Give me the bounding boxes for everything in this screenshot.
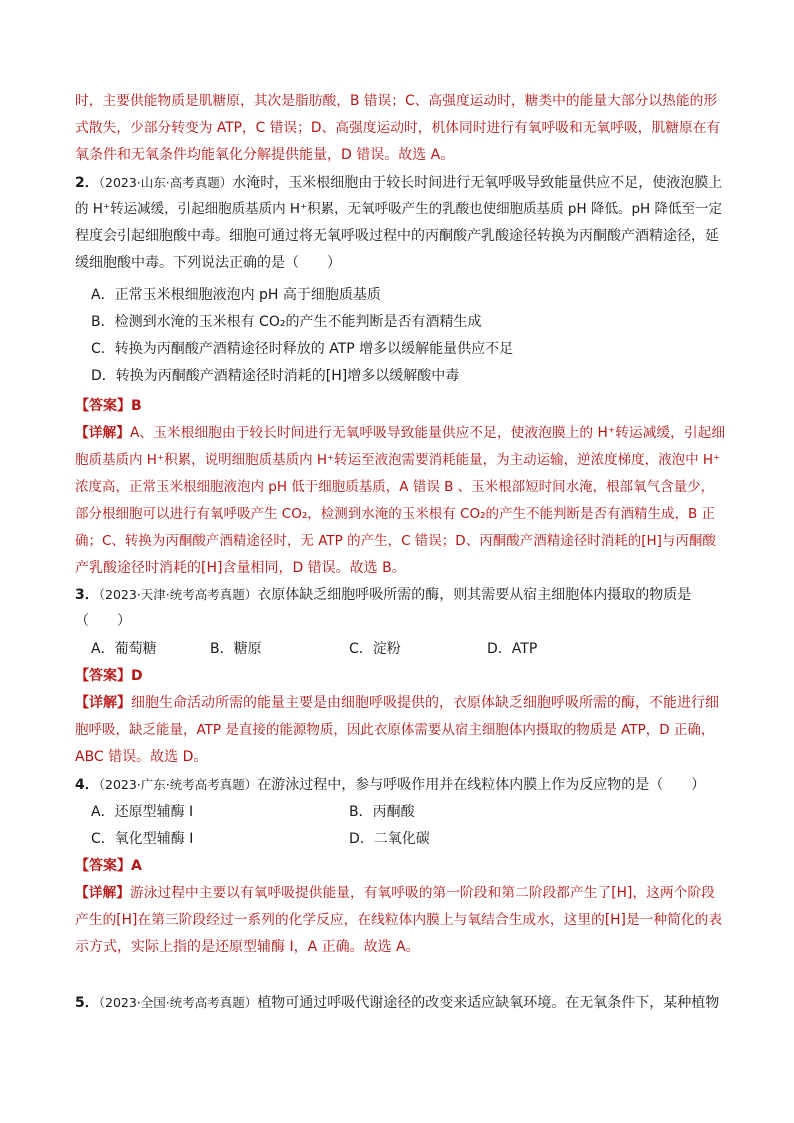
option-b: B．检测到水淹的玉米根有 CO₂的产生不能判断是否有酒精生成 [91, 314, 482, 330]
detail-tag: 【详解】 [75, 885, 131, 901]
detail-text: 部分根细胞可以进行有氧呼吸产生 CO₂，检测到水淹的玉米根有 CO₂的产生不能判断是否有酒精生成，B 正 [75, 506, 716, 522]
question-number: 2． [75, 175, 99, 191]
detail-text: 游泳过程中主要以有氧呼吸提供能量，有氧呼吸的第一阶段和第二阶段都产生了[H]，这两个阶段 [130, 885, 715, 901]
detail-block [75, 420, 725, 582]
question-5 [75, 989, 725, 1016]
option-c: C．氧化型辅酶 I [91, 831, 194, 847]
prev-answer-continuation [75, 88, 725, 169]
question-source: （2023·山东·高考真题） [98, 175, 233, 190]
question-3 [75, 581, 725, 635]
option-a: A．还原型辅酶 I [91, 804, 194, 820]
option-b: B．糖原 [210, 641, 262, 657]
detail-text: 确；C、转换为丙酮酸产酒精途径时，无 ATP 的产生，C 错误；D、丙酮酸产酒精途径时消耗的[H]与丙酮酸 [75, 533, 716, 549]
answer-line [75, 853, 725, 880]
answer-line [75, 393, 725, 420]
text-line: 时，主要供能物质是肌糖原，其次是脂肪酸，B 错误；C、高强度运动时，糖类中的能量大部分以热能的形 [75, 93, 718, 109]
detail-text: 胞呼吸，缺乏能量，ATP 是直接的能源物质，因此衣原体需要从宿主细胞体内摄取的物质是 ATP，D 正确， [75, 722, 715, 738]
question-stem: 植物可通过呼吸代谢途径的改变来适应缺氧环境。在无氧条件下，某种植物 [257, 995, 720, 1011]
detail-text: 产生的[H]在第三阶段经过一系列的化学反应，在线粒体内膜上与氧结合生成水，这里的[H]是一种简化的表 [75, 912, 723, 928]
answer-value: B [131, 398, 142, 414]
question-number: 5． [75, 995, 99, 1011]
question-source: （2023·天津·统考高考真题） [98, 587, 258, 602]
detail-block [75, 690, 725, 771]
option-a: A．正常玉米根细胞液泡内 pH 高于细胞质基质 [91, 287, 381, 303]
option-d: D．转换为丙酮酸产酒精途径时消耗的[H]增多以缓解酸中毒 [91, 368, 460, 384]
detail-text: 产乳酸途径时消耗的[H]含量相同，D 错误。故选 B。 [75, 560, 406, 576]
option-a: A．葡萄糖 [91, 641, 157, 657]
option-d: D．二氧化碳 [349, 831, 430, 847]
option-c: C．淀粉 [349, 641, 401, 657]
question-stem-line: 程度会引起细胞酸中毒。细胞可通过将无氧呼吸过程中的丙酮酸产乳酸途径转换为丙酮酸产酒精途径，延 [75, 228, 719, 244]
question-number: 3． [75, 587, 99, 603]
answer-tag: 【答案】 [75, 398, 131, 414]
answer-value: A [131, 858, 142, 874]
question-source: （2023·全国·统考高考真题） [98, 995, 258, 1010]
question-source: （2023·广东·统考高考真题） [98, 777, 258, 792]
answer-line [75, 663, 725, 690]
detail-text: 细胞生命活动所需的能量主要是由细胞呼吸提供的，衣原体缺乏细胞呼吸所需的酶，不能进行细 [131, 695, 719, 711]
question-stem-line [75, 169, 725, 196]
detail-text: A、玉米根细胞由于较长时间进行无氧呼吸导致能量供应不足，使液泡膜上的 H⁺转运减缓，引起细 [130, 425, 726, 441]
answer-tag: 【答案】 [75, 858, 131, 874]
question-stem: 水淹时，玉米根细胞由于较长时间进行无氧呼吸导致能量供应不足，使液泡膜上 [232, 175, 723, 191]
detail-text: ABC 错误。故选 D。 [75, 749, 208, 765]
question-stem: 在游泳过程中，参与呼吸作用并在线粒体内膜上作为反应物的是（ ） [257, 777, 706, 793]
detail-block [75, 880, 725, 961]
question-stem-line: （ ） [75, 613, 131, 629]
detail-text: 胞质基质内 H⁺积累，说明细胞质基质内 H⁺转运至液泡需要消耗能量，为主动运输，逆浓度梯度，液泡中 H⁺ [75, 452, 721, 468]
text-line: 氧条件和无氧条件均能氧化分解提供能量，D 错误。故选 A。 [75, 147, 455, 163]
text-line: 式散失，少部分转变为 ATP，C 错误；D、高强度运动时，机体同时进行有氧呼吸和无氧呼吸，肌糖原在有 [75, 120, 721, 136]
detail-tag: 【详解】 [75, 695, 131, 711]
option-c: C．转换为丙酮酸产酒精途径时释放的 ATP 增多以缓解能量供应不足 [91, 341, 514, 357]
answer-tag: 【答案】 [75, 668, 131, 684]
question-stem-line: 缓细胞酸中毒。下列说法正确的是（ ） [75, 255, 341, 271]
answer-value: D [131, 668, 143, 684]
option-d: D．ATP [487, 641, 538, 657]
question-number: 4． [75, 777, 99, 793]
detail-tag: 【详解】 [75, 425, 131, 441]
question-stem-line: 的 H⁺转运减缓，引起细胞质基质内 H⁺积累，无氧呼吸产生的乳酸也使细胞质基质 pH 降低。pH 降低至一定 [75, 201, 722, 217]
question-stem: 衣原体缺乏细胞呼吸所需的酶，则其需要从宿主细胞体内摄取的物质是 [257, 587, 692, 603]
detail-text: 浓度高，正常玉米根细胞液泡内 pH 低于细胞质基质，A 错误 B 、玉米根部短时间水淹，根部氧气含量少， [75, 479, 715, 495]
option-b: B．丙酮酸 [349, 804, 415, 820]
question-2 [75, 169, 725, 277]
question-4 [75, 771, 725, 798]
detail-text: 示方式，实际上指的是还原型辅酶 I，A 正确。故选 A。 [75, 939, 420, 955]
